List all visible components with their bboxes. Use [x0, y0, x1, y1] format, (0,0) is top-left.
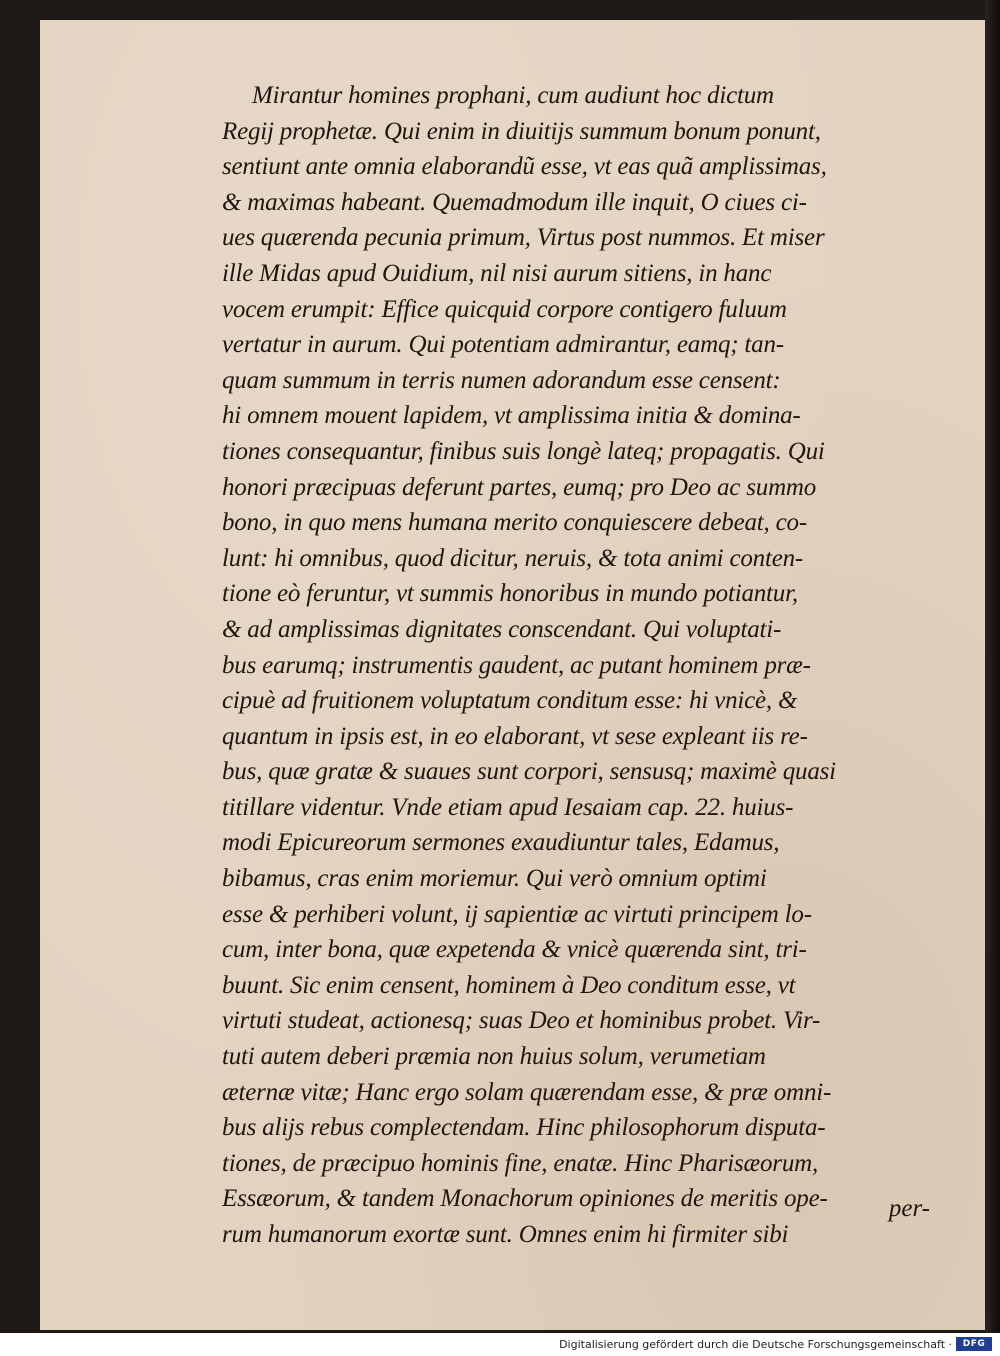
text-line: ues quærenda pecunia primum, Virtus post nummos. Et miser	[222, 224, 825, 252]
page-edge	[985, 0, 1000, 1333]
text-line: virtuti studeat, actionesq; suas Deo et hominibus probet. Vir-	[222, 1007, 821, 1035]
text-line: sentiunt ante omnia elaborandũ esse, vt eas quã amplissimas,	[222, 153, 827, 181]
text-line: modi Epicureorum sermones exaudiuntur tales, Edamus,	[222, 829, 780, 857]
footer-bar	[0, 1333, 1000, 1356]
page-text	[222, 78, 952, 1253]
text-line: honori præcipuas deferunt partes, eumq; pro Deo ac summo	[222, 473, 817, 501]
text-line: rum humanorum exortæ sunt. Omnes enim hi firmiter sibi	[222, 1221, 789, 1248]
text-line: tiones, de præcipuo hominis fine, enatæ. Hinc Pharisæorum,	[222, 1149, 819, 1177]
text-line: & ad amplissimas dignitates conscendant. Qui voluptati-	[222, 615, 782, 643]
text-line: Mirantur homines prophani, cum audiunt hoc dictum	[252, 82, 774, 109]
text-line: æternæ vitæ; Hanc ergo solam quærendam esse, & præ omni-	[222, 1078, 832, 1106]
text-line: quantum in ipsis est, in eo elaborant, vt sese expleant iis re-	[222, 722, 808, 750]
text-line: lunt: hi omnibus, quod dicitur, neruis, & tota animi conten-	[222, 544, 804, 572]
text-line: quam summum in terris numen adorandum esse censent:	[222, 366, 781, 394]
text-line: ille Midas apud Ouidium, nil nisi aurum sitiens, in hanc	[222, 259, 772, 287]
text-line: bus alijs rebus complectendam. Hinc philosophorum disputa-	[222, 1114, 826, 1142]
text-line: buunt. Sic enim censent, hominem à Deo conditum esse, vt	[222, 971, 796, 999]
text-line: cum, inter bona, quæ expetenda & vnicè quærenda sint, tri-	[222, 936, 807, 964]
text-line: hi omnem mouent lapidem, vt amplissima initia & domina-	[222, 402, 801, 430]
text-line: Essæorum, & tandem Monachorum opiniones de meritis ope-	[222, 1185, 828, 1213]
text-line: bus earumq; instrumentis gaudent, ac putant hominem præ-	[222, 651, 811, 679]
text-line: bus, quæ gratæ & suaues sunt corpori, sensusq; maximè quasi	[222, 758, 836, 786]
dfg-logo: DFG	[956, 1337, 992, 1351]
text-line: bono, in quo mens humana merito conquiescere debeat, co-	[222, 509, 807, 537]
text-line: & maximas habeant. Quemadmodum ille inquit, O ciues ci-	[222, 188, 807, 216]
text-line: bibamus, cras enim moriemur. Qui verò omnium optimi	[222, 865, 767, 893]
text-line: tuti autem deberi præmia non huius solum, verumetiam	[222, 1043, 766, 1071]
text-line: vocem erumpit: Effice quicquid corpore contigero fuluum	[222, 295, 787, 323]
funding-credit: Digitalisierung gefördert durch die Deutsche Forschungsgemeinschaft ·	[559, 1338, 952, 1351]
text-line: esse & perhiberi volunt, ij sapientiæ ac virtuti principem lo-	[222, 900, 812, 928]
text-line: tione eò feruntur, vt summis honoribus in mundo potiantur,	[222, 580, 798, 608]
text-line: titillare videntur. Vnde etiam apud Iesaiam cap. 22. huius-	[222, 793, 794, 821]
text-line: tiones consequantur, finibus suis longè lateq; propagatis. Qui	[222, 437, 825, 465]
text-line: vertatur in aurum. Qui potentiam admirantur, eamq; tan-	[222, 331, 784, 359]
catchword: per-	[888, 1195, 930, 1222]
text-line: cipuè ad fruitionem voluptatum conditum esse: hi vnicè, &	[222, 687, 798, 715]
text-line: Regij prophetæ. Qui enim in diuitijs summum bonum ponunt,	[222, 117, 821, 145]
